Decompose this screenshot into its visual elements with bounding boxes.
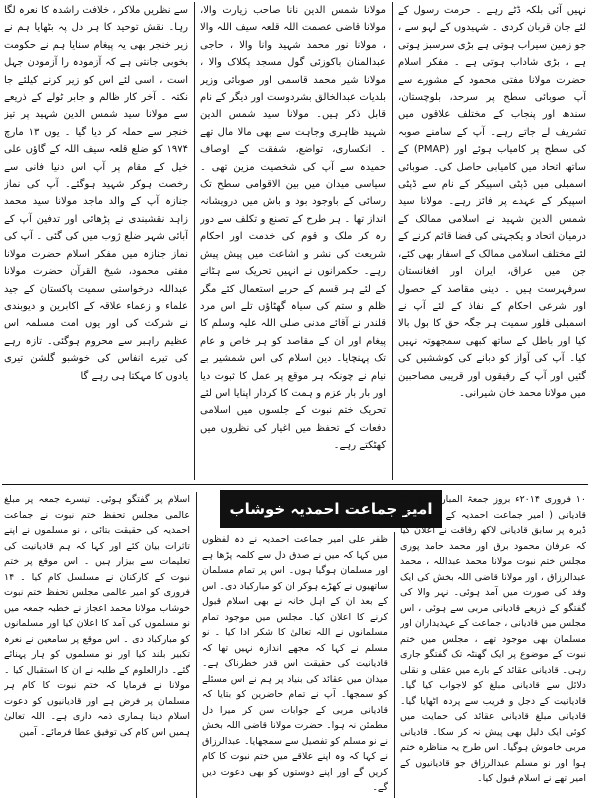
news-column-right xyxy=(400,492,586,798)
article-column-left xyxy=(4,2,188,480)
news-column-right-text: ۱۰ فروری ۲۰۱۴ء بروز جمعۃ المبارک کو ایک قادیانی ( امیر جماعت احمدیہ کے امیر ) کے ڈیرہ پر سابق قادیانی لاکھ رفاقت نے اعلان کیا کہ عرفان محمود برق اور محمد حامد پوری مجلس ختم نبوت مولانا محمد عبداللہ ، محمد عبدالرزاق ، اور مولانا قاضی اللہ بخش کی ایک وفد کی صورت میں آمد ہوئی۔ نہر والا کی گفتگو کے ذریعے قادیانی مربی سے ہوئی ، اس مجلس میں قادیانی ، جماعت کے عہدیداران اور مسلمان بھی موجود تھے ، مجلس میں ختم نبوت کے موضوع پر ایک گھنٹہ تک گفتگو جاری رہی۔ قادیانی عقائد کے بارے میں عقلی و نقلی دلائل سے قادیانی مبلغ کو لاجواب کیا گیا۔ قادیانیت کے دجل و فریب سے پردہ اٹھایا گیا۔ قادیانی مبلغ قادیانی عقائد کی حمایت میں کوئی ایک دلیل بھی پیش نہ کر سکا۔ قادیانی مربی خاموش ہوگیا۔ اس طرح یہ مناظرہ ختم ہوا اور نو مسلم عبدالرزاق جو قادیانیوں کے امیر تھے نے اسلام قبول کیا۔ xyxy=(400,494,586,784)
column-divider xyxy=(194,2,195,480)
section-divider xyxy=(2,484,588,485)
article-column-left-text: سے نظریں ملاکر ، خلافت راشدہ کا نعرہ لگا رہا۔ نقش توحید کا ہر دل پہ بٹھایا ہم نے زیر خنجر بھی یہ پیغام سنایا ہم نے حکومت بخوبی جانتی ہے کہ آزمودہ را آزمودن جہل است ، اسی لئے اس کو زیر کرنے کیلئے جا نکتہ ۔ آخر کار ظالم و جابر ٹولے کے ذریعے سے مولانا سید شمس الدین شہید پر تیز خنجر سے حملہ کر دیا گیا ۔ یوں ۱۳ مارچ ۱۹۷۴ کو ضلع قلعہ سیف اللہ کے گاؤں علی خیل کے مقام پر آپ اس دنیا فانی سے رخصت ہوکر شہید ہوگئے۔ آپ کی نماز جنازہ آپ کے والد ماجد مولانا سید محمد زاہد نقشبندی نے پڑھائی اور تدفین آپ کے آبائی شہر ضلع ژوب میں کی گئی ۔ آپ کی نماز جنازہ میں مفکر اسلام حضرت مولانا مفتی محمود، شیخ القرآن حضرت مولانا عبداللہ درخواستی سمیت پاکستان کے جید علماء و زعماء علاقہ کے اکابرین و دیوبندی نے شرکت کی اور یوں امت مسلمہ اس عظیم راہبر سے محروم ہوگئی۔ تازہ رہے کی تیرے انفاس کی خوشبو گلشن تیری یادوں کا مہکتا ہی رہے گا xyxy=(4,5,188,382)
article-column-right-text: نہیں آئی بلکہ ڈٹے رہے ۔ حرمت رسول کے لئے جان قربان کردی ۔ شہیدوں کے لہو سے ، جو زمین سیراب ہوتی ہے بڑی سرسبز ہوتی ہے ، بڑی شاداب ہوتی ہے ۔ مفکر اسلام حضرت مولانا مفتی محمود کے مشورے سے آپ صوبائی سطح پر سرحد، بلوچستان، سندھ اور پنجاب کے مختلف علاقوں میں تشریف لے جاتے رہے۔ آپ کے سامنے صوبہ کی سطح پر کامیاب ہوئے اور (PMAP) کے ساتھ اتحاد میں کامیابی حاصل کی۔ صوبائی اسمبلی میں ڈپٹی اسپیکر کے نام سے ڈپٹی اسپیکر کے عہدے پر فائز رہے۔ مولانا سید شمس الدین شہید نے اسلامی ممالک کے درمیان اتحاد و یکجہتی کی فضا قائم کرنے کے لئے مختلف اسلامی ممالک کے اسفار بھی کئے، جن میں عراق، ایران اور افغانستان سرفہرست ہیں ۔ دینی مقاصد کے حصول اور شرعی احکام کے نفاذ کے لئے آپ نے اسمبلی فلور سمیت ہر جگہ حق کا بول بالا کیا اور باطل کے ساتھ کبھی سمجھوتہ نہیں کیا۔ آپ کی آواز کو دبانے کی کوششیں کی گئیں اور آپ کے رفیقوں اور قریبی مصاحبین میں مولانا محمد خان شیرانی۔ xyxy=(398,5,586,399)
headline-text: امیر جماعت احمدیہ خوشاب xyxy=(229,500,433,518)
column-divider xyxy=(196,492,197,798)
news-column-left-text: اسلام پر گفتگو ہوئی۔ تیسرے جمعہ پر مبلغ عالمی مجلس تحفظ ختم نبوت نے جماعت احمدیہ کی حقیقت بتائی ، نو مسلموں نے اپنے تاثرات بیان کئے اور کہا کہ ہم قادیانیت کی تعلیمات سے بیزار ہیں ۔ اس موقع پر ختم نبوت کے کارکنان نے مسلسل کام کیا ۔ ۱۴ فروری کو امیر عالمی مجلس تحفظ ختم نبوت خوشاب مولانا محمد اعجاز نے خطبہ جمعہ میں نو مسلموں کی آمد کا اعلان کیا اور مسلمانوں کو مبارکباد دی ۔ اس موقع پر سامعین نے نعرہ تکبیر بلند کیا اور نو مسلموں کو ہار پہنائے گئے۔ دارالعلوم کے طلبہ نے ان کا استقبال کیا ۔ مولانا نے فرمایا کہ ختم نبوت کا کام ہر مسلمان پر فرض ہے اور قادیانیوں کو دعوت اسلام دینا ہماری ذمہ داری ہے۔ اللہ تعالیٰ ہمیں اس کام کی توفیق عطا فرمائے۔ آمین xyxy=(4,494,190,738)
news-column-middle-text: ظفر علی امیر جماعت احمدیہ نے دہ لفظوں میں کہا کہ میں نے صدق دل سے کلمہ پڑھا ہے اور مسلمان ہوگیا ہوں۔ اس پر تمام مسلمان ساتھیوں نے کھڑے ہوکر ان کو مبارکباد دی۔ اس کے بعد ان کے اہل خانہ نے بھی اسلام قبول کرنے کا اعلان کیا۔ مجلس میں موجود تمام مسلمانوں نے اللہ تعالیٰ کا شکر ادا کیا ۔ نو مسلم نے کہا کہ مجھے اندازہ نہیں تھا کہ قادیانیت کی حقیقت اس قدر خطرناک ہے۔ میدان میں عقائد کی بنیاد پر ہم نے اس مسئلے کو سمجھا۔ آپ نے تمام حاضرین کو بتایا کہ قادیانی مربی کے جوابات سن کر میرا دل مطمئن نہ ہوا۔ حضرت مولانا قاضی اللہ بخش نے نو مسلم کو تفصیل سے سمجھایا۔ عبدالرزاق نے کہا کہ وہ اپنے علاقے میں ختم نبوت کا کام کریں گے اور اپنے دوستوں کو بھی دعوت دیں گے۔ xyxy=(202,534,388,793)
news-column-left xyxy=(4,492,190,798)
column-divider xyxy=(394,532,395,798)
article-column-middle xyxy=(200,2,386,480)
news-column-middle xyxy=(202,532,388,798)
article-column-right xyxy=(398,2,586,480)
article-column-middle-text: مولانا شمس الدین نانا صاحب زیارت والا، مولانا قاضی عصمت اللہ قلعہ سیف اللہ والا ، مولانا نور محمد شہید وانا والا ، حاجی عبدالمنان باکوزئی گول مسجد پکلاک والا ، مولانا شیر محمد قاسمی اور صوبائی وزیر بلدیات عبدالخالق بشردوست اور دیگر کے نام قابل ذکر ہیں۔ مولانا سید شمس الدین شہید ظاہری وجاہت سے بھی مالا مال تھے ۔ انکساری، تواضع، شفقت کے اوصاف حمیدہ سے آپ کی شخصیت مزین تھی ۔ سیاسی میدان میں بین الاقوامی سطح تک رسائی کے باوجود بود و باش میں درویشانہ انداز تھا ۔ ہر طرح کے تصنع و تکلف سے دور رہ کر ملک و قوم کی خدمت اور احکام شریعت کی نشر و اشاعت میں پیش پیش رہے۔ حکمرانوں نے انہیں تحریک سے ہٹانے کے لئے ہر قسم کے حربے استعمال کئے مگر ظلم و ستم کی سیاہ گھٹاؤں تلے اس مرد قلندر نے آقائے مدنی صلی اللہ علیہ وسلم کا پیغام اور ان کے مقاصد کو ہر خاص و عام تک پہنچایا۔ دین اسلام کی اس شمشیر بے نیام نے چونکہ ہر موقع پر عمل کا ثبوت دیا اور بار بار عزم و ہمت کا کردار اپنایا اس لئے تحریک ختم نبوت کے جلسوں میں اسلامی دفعات کے تحفظ میں اغیار کی نظروں میں کھٹکتے رہے۔ xyxy=(200,5,386,452)
column-divider xyxy=(392,2,393,480)
